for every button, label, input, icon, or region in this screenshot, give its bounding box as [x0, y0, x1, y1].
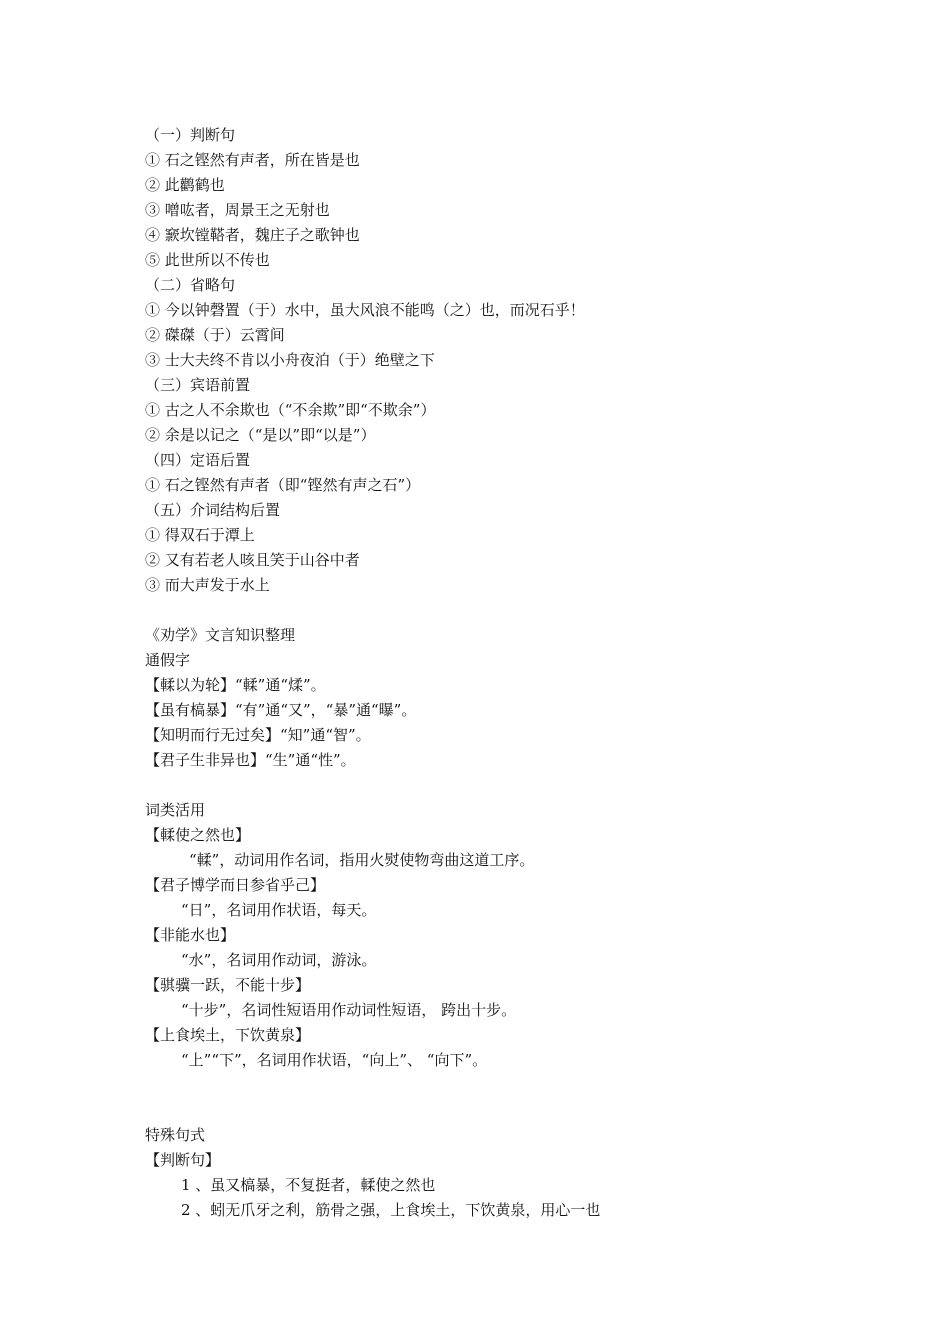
section-heading-judgment: （一）判断句 [145, 126, 236, 144]
tongjia-item: 【知明而行无过矣】“知”通“智”。 [145, 726, 371, 744]
preposition-item: ③ 而大声发于水上 [145, 576, 270, 594]
teshu-heading: 特殊句式 [145, 1126, 206, 1144]
cilei-explanation: “上”“下”，名词用作状语，“向上”、 “向下”。 [181, 1051, 488, 1069]
spacer [145, 598, 845, 623]
cilei-explanation: “十步”，名词性短语用作动词性短语， 跨出十步。 [181, 1001, 517, 1019]
judgment-item: ④ 窾坎镗鞳者，魏庄子之歌钟也 [145, 226, 360, 244]
document-body [145, 123, 845, 1223]
preposition-item: ① 得双石于潭上 [145, 526, 255, 544]
cilei-phrase: 【非能水也】 [145, 926, 236, 944]
omission-item: ① 今以钟磬置（于）水中，虽大风浪不能鸣（之）也，而况石乎！ [145, 301, 585, 319]
object-item: ② 余是以记之（“是以”即“以是”） [145, 426, 376, 444]
tongjia-item: 【虽有槁暴】“有”通“又”，“暴”通“曝”。 [145, 701, 417, 719]
attributive-item: ① 石之铿然有声者（即“铿然有声之石”） [145, 476, 421, 494]
cilei-explanation: “日”，名词用作状语，每天。 [181, 901, 377, 919]
cilei-explanation: “輮”，动词用作名词，指用火熨使物弯曲这道工序。 [189, 851, 535, 869]
judgment-item: ② 此鹳鹤也 [145, 176, 225, 194]
spacer [145, 773, 845, 798]
judgment-item: ③ 噌吰者，周景王之无射也 [145, 201, 330, 219]
section-heading-omission: （二）省略句 [145, 276, 236, 294]
section-heading-object: （三）宾语前置 [145, 376, 251, 394]
section-heading-attributive: （四）定语后置 [145, 451, 251, 469]
panduan-item: 1 、虽又槁暴，不复挺者，輮使之然也 [181, 1176, 436, 1194]
tongjia-item: 【輮以为轮】“輮”通“煣”。 [145, 676, 326, 694]
cilei-phrase: 【君子博学而日参省乎己】 [145, 876, 326, 894]
judgment-item: ① 石之铿然有声者，所在皆是也 [145, 151, 360, 169]
tongjia-heading: 通假字 [145, 651, 191, 669]
tongjia-item: 【君子生非异也】“生”通“性”。 [145, 751, 356, 769]
preposition-item: ② 又有若老人咳且笑于山谷中者 [145, 551, 360, 569]
omission-item: ② 磔磔（于）云霄间 [145, 326, 285, 344]
omission-item: ③ 士大夫终不肯以小舟夜泊（于）绝壁之下 [145, 351, 435, 369]
panduan-item: 2 、蚓无爪牙之利，筋骨之强，上食埃土，下饮黄泉，用心一也 [181, 1201, 601, 1219]
cilei-heading: 词类活用 [145, 801, 206, 819]
section-heading-preposition: （五）介词结构后置 [145, 501, 281, 519]
cilei-phrase: 【骐骥一跃，不能十步】 [145, 976, 311, 994]
panduan-heading: 【判断句】 [145, 1151, 221, 1169]
cilei-phrase: 【輮使之然也】 [145, 826, 251, 844]
quanxue-title: 《劝学》文言知识整理 [145, 626, 296, 644]
object-item: ① 古之人不余欺也（“不余欺”即“不欺余”） [145, 401, 436, 419]
cilei-phrase: 【上食埃土，下饮黄泉】 [145, 1026, 311, 1044]
cilei-explanation: “水”，名词用作动词，游泳。 [181, 951, 377, 969]
spacer [145, 1073, 845, 1123]
judgment-item: ⑤ 此世所以不传也 [145, 251, 270, 269]
